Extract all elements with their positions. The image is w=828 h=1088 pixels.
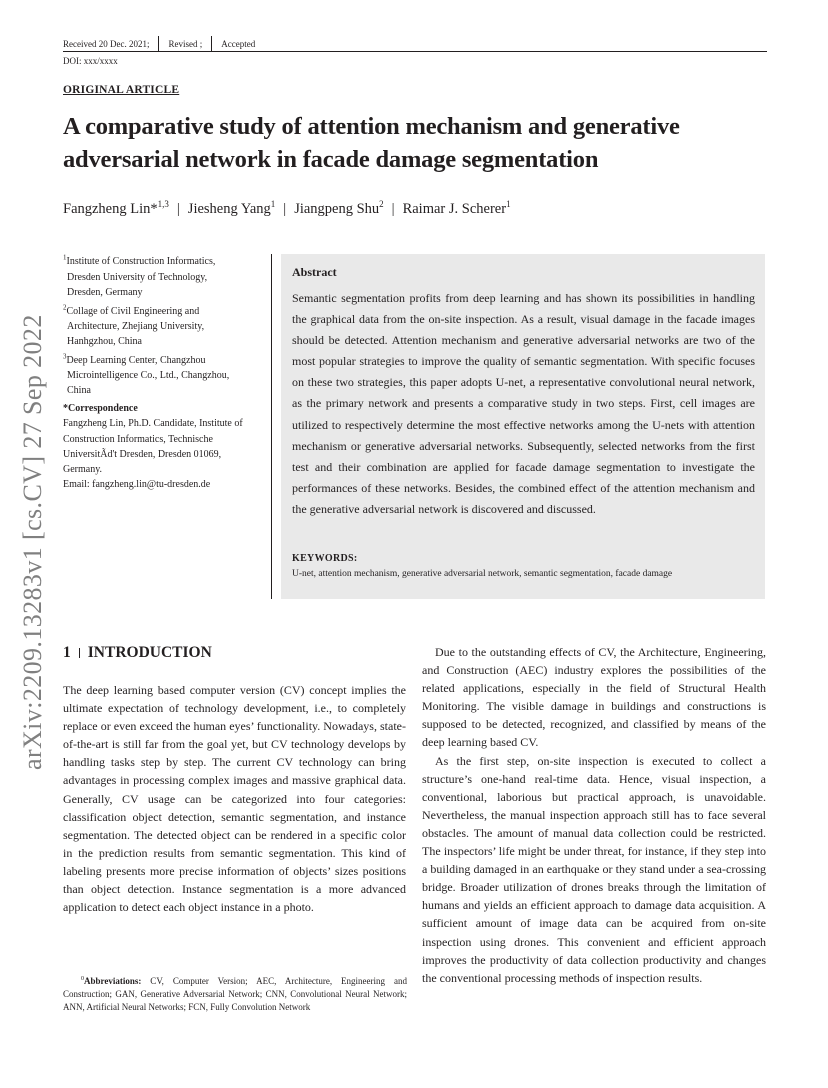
section-heading	[63, 644, 212, 662]
affiliation-text: Deep Learning Center, Changzhou	[66, 354, 206, 366]
paragraph: Due to the outstanding effects of CV, the Architecture, Engineering, and Construction (AEC) industry explores the possibilities of the related applications, especially in the field of Structural Health Monitoring. The visible damage in buildings and constructions is supposed to be detected, recognized, and classified by means of the deep learning based CV.	[422, 645, 766, 750]
author-separator: |	[283, 200, 287, 217]
affiliation-line: China	[67, 385, 91, 397]
arxiv-stamp: arXiv:2209.13283v1 [cs.CV] 27 Sep 2022	[18, 314, 47, 770]
footnote-mark: 0	[81, 976, 84, 982]
affiliation-first-line	[63, 303, 200, 317]
footnote-text: CV, Computer Version; AEC, Architecture, Engineering and Construction; GAN, Generative Adversarial Network; CNN, Convolutional Neural Network; ANN, Artificial Neural Networks; FCN, Fully Convolution Network	[63, 976, 407, 1013]
author-name: Raimar J. Scherer	[402, 200, 507, 217]
submission-dates	[63, 36, 255, 52]
affiliation-number: 2	[63, 303, 67, 312]
correspondence-line: Email: fangzheng.lin@tu-dresden.de	[63, 479, 211, 491]
author	[403, 201, 511, 217]
correspondence-lines	[63, 416, 268, 492]
author-separator: |	[176, 200, 180, 217]
header-rule	[63, 51, 767, 52]
accepted-date: Accepted	[221, 39, 256, 49]
affiliation-line: Dresden University of Technology,	[67, 271, 208, 283]
affiliation-item	[63, 300, 268, 349]
title-line-2: adversarial network in facade damage segmentation	[63, 146, 599, 173]
author-affiliation-mark: 2	[379, 199, 384, 209]
correspondence-line: UniversitÃd't Dresden, Dresden 01069,	[63, 448, 222, 460]
author	[294, 201, 383, 217]
correspondence-line: Fangzheng Lin, Ph.D. Candidate, Institute of	[63, 418, 243, 430]
affiliation-line: Architecture, Zhejiang University,	[67, 320, 205, 332]
affiliation-line: Microintelligence Co., Ltd., Changzhou,	[67, 370, 230, 382]
author-affiliation-mark: 1	[270, 199, 276, 209]
paragraph: The deep learning based computer version (CV) concept implies the ultimate expectation of technology development, i.e., to completely replace or even exceed the human eyes’ functionality. Nowadays, state-of-the-art is still far from the goal yet, but CV technology develops by handling tasks step by step. The current CV technology can bring advantages in processing complex images and massive graphical data. Generally, CV usage can be categorized into four categories: classification object detection, semantic segmentation, and instance segmentation. The detected object can be rendered in a specific color in the prediction results from semantic segmentation. This kind of labeling presents more precise information of objects’ sizes positions than object detection. Instance segmentation is a more advanced application to detect each object instance in a photo.	[63, 683, 406, 915]
author-affiliation-mark: 1	[506, 199, 511, 209]
author	[63, 201, 169, 217]
author-name: Fangzheng Lin*	[63, 200, 158, 217]
title-line-1: A comparative study of attention mechanism and generative	[63, 113, 680, 140]
footnote	[63, 973, 407, 1015]
author	[188, 201, 275, 217]
author-name: Jiesheng Yang	[187, 200, 271, 217]
author-name: Jiangpeng Shu	[294, 200, 380, 217]
author-list	[63, 199, 511, 218]
revised-date: Revised ;	[168, 39, 203, 49]
paragraph: As the first step, on-site inspection is executed to collect a structure’s one-hand real-time data. Hence, visual inspection, a conventional, laborious but practical approach, is unavoidable. Nevertheless, the manual inspection approach still has to face several obstacles. The amount of manual data collection could be restricted. The inspectors’ life might be under threat, for instance, if they step into a building damaged in an earthquake or they stand under a sea-crossing bridge. Broader utilization of drones breaks through the limitation of humans and yields an efficient approach to damage data acquisition. A sufficient amount of image data can be acquired from on-site inspection using drones. This convenient and efficient approach improves the productivity of data collection productivity and changes the conventional processing methods of inspection results.	[422, 753, 766, 985]
section-number: 1	[63, 644, 71, 661]
affiliation-first-line	[63, 256, 215, 267]
affiliation-text: Collage of Civil Engineering and	[66, 305, 200, 317]
correspondence-line: Germany.	[63, 464, 103, 476]
section-title: INTRODUCTION	[87, 644, 212, 661]
received-date: Received 20 Dec. 2021;	[63, 39, 150, 49]
article-type: ORIGINAL ARTICLE	[63, 84, 180, 96]
body-column-left	[63, 681, 406, 916]
correspondence-line: Construction Informatics, Technische	[63, 433, 213, 445]
abstract-text: Semantic segmentation profits from deep learning and has shown its possibilities in handling the graphical data from the on-site inspection. As a result, visual damage in the facade images should be detected. Attention mechanism and generative adversarial networks are two of the most popular strategies to improve the quality of semantic segmentation. With specific focuses on these two strategies, this paper adopts U-net, a representative convolutional neural network, as the primary network and presents a comparative study in two steps. First, cell images are utilized to respectively determine the most effective networks among the U-nets with attention mechanism or generative adversarial networks. Subsequently, selected networks from the first test and their combination are applied for facade damage segmentation to investigate the performances of these networks. Besides, the combined effect of the attention mechanism and the generative adversarial network is discovered and discussed.	[292, 291, 755, 516]
meta-divider	[211, 36, 212, 52]
affiliations	[63, 251, 268, 399]
abstract-heading: Abstract	[292, 265, 337, 279]
affiliation-line: Hanhgzhou, China	[67, 336, 142, 348]
author-affiliation-mark: 1,3	[157, 199, 169, 209]
correspondence	[63, 401, 268, 493]
affiliation-number: 3	[63, 352, 67, 361]
affiliation-item	[63, 251, 268, 300]
sidebar-divider	[271, 254, 272, 599]
paper-title	[63, 110, 763, 176]
doi: DOI: xxx/xxxx	[63, 56, 118, 66]
affiliation-first-line	[63, 352, 206, 366]
affiliation-text: Institute of Construction Informatics,	[66, 256, 216, 268]
section-divider	[79, 648, 80, 658]
affiliation-line: Dresden, Germany	[67, 286, 143, 298]
body-column-right	[422, 643, 766, 987]
footnote-label: Abbreviations:	[84, 976, 142, 986]
affiliation-item	[63, 349, 268, 398]
meta-divider	[158, 36, 159, 52]
affiliation-number: 1	[63, 254, 67, 262]
keywords-heading: KEYWORDS:	[292, 553, 358, 564]
author-separator: |	[391, 200, 395, 217]
correspondence-heading: *Correspondence	[63, 403, 138, 414]
keywords-text: U-net, attention mechanism, generative adversarial network, semantic segmentation, facade damage	[292, 569, 673, 579]
